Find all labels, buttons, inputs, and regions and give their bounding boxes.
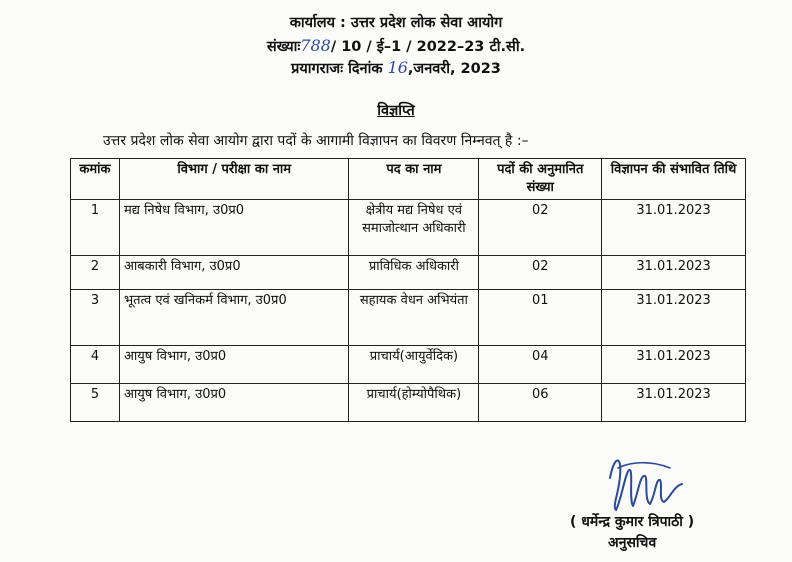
header-post: पद का नाम [349,159,479,200]
date-cell: 31.01.2023 [602,256,746,290]
date-cell: 31.01.2023 [602,200,746,256]
place-date-line [0,58,792,78]
department-cell: मद्य निषेध विभाग, उ0प्र0 [119,200,348,256]
serial-cell: 3 [71,290,120,346]
notice-title: विज्ञप्ति [377,103,415,119]
table-row [71,200,746,256]
date-cell: 31.01.2023 [602,346,746,384]
reference-prefix: संख्याः [266,39,301,55]
office-heading: कार्यालय : उत्तर प्रदेश लोक सेवा आयोग [289,15,503,31]
advertisement-table [70,158,746,422]
post-cell: क्षेत्रीय मद्य निषेध एवं समाजोत्थान अधिकारी [349,200,479,256]
serial-cell: 2 [71,256,120,290]
reference-number-handwritten: 788 [300,36,331,55]
signatory-name: ( धर्मेन्द्र कुमार त्रिपाठी ) [570,514,695,530]
header-date: विज्ञापन की संभावित तिथि [602,159,746,200]
department-cell: आयुष विभाग, उ0प्र0 [119,384,348,422]
count-cell: 01 [479,290,602,346]
handwritten-signature [600,448,690,518]
count-cell: 04 [479,346,602,384]
post-cell: सहायक वेधन अभियंता [349,290,479,346]
table-row [71,346,746,384]
table-row [71,384,746,422]
department-cell: आयुष विभाग, उ0प्र0 [119,346,348,384]
table-row [71,256,746,290]
department-cell: भूतत्व एवं खनिकर्म विभाग, उ0प्र0 [119,290,348,346]
table-row [71,290,746,346]
department-cell: आबकारी विभाग, उ0प्र0 [119,256,348,290]
post-cell: प्राविधिक अधिकारी [349,256,479,290]
signatory-designation: अनुसचिव [608,535,657,551]
header-department: विभाग / परीक्षा का नाम [119,159,348,200]
header-count: पदों की अनुमानित संख्या [479,159,602,200]
count-cell: 06 [479,384,602,422]
date-day-handwritten: 16 [387,58,408,77]
serial-cell: 4 [71,346,120,384]
date-cell: 31.01.2023 [602,384,746,422]
count-cell: 02 [479,200,602,256]
header-serial: कमांक [71,159,120,200]
reference-suffix: / 10 / ई–1 / 2022–23 टी.सी. [330,39,526,55]
count-cell: 02 [479,256,602,290]
reference-number-line [0,36,792,56]
date-cell: 31.01.2023 [602,290,746,346]
post-cell: प्राचार्य(होम्योपैथिक) [349,384,479,422]
date-suffix: ,जनवरी, 2023 [407,61,501,77]
table-header-row [71,159,746,200]
serial-cell: 5 [71,384,120,422]
post-cell: प्राचार्य(आयुर्वेदिक) [349,346,479,384]
date-prefix: प्रयागराजः दिनांक [291,61,383,77]
serial-cell: 1 [71,200,120,256]
notice-intro: उत्तर प्रदेश लोक सेवा आयोग द्वारा पदों के आगामी विज्ञापन का विवरण निम्नवत् है :– [103,133,529,149]
